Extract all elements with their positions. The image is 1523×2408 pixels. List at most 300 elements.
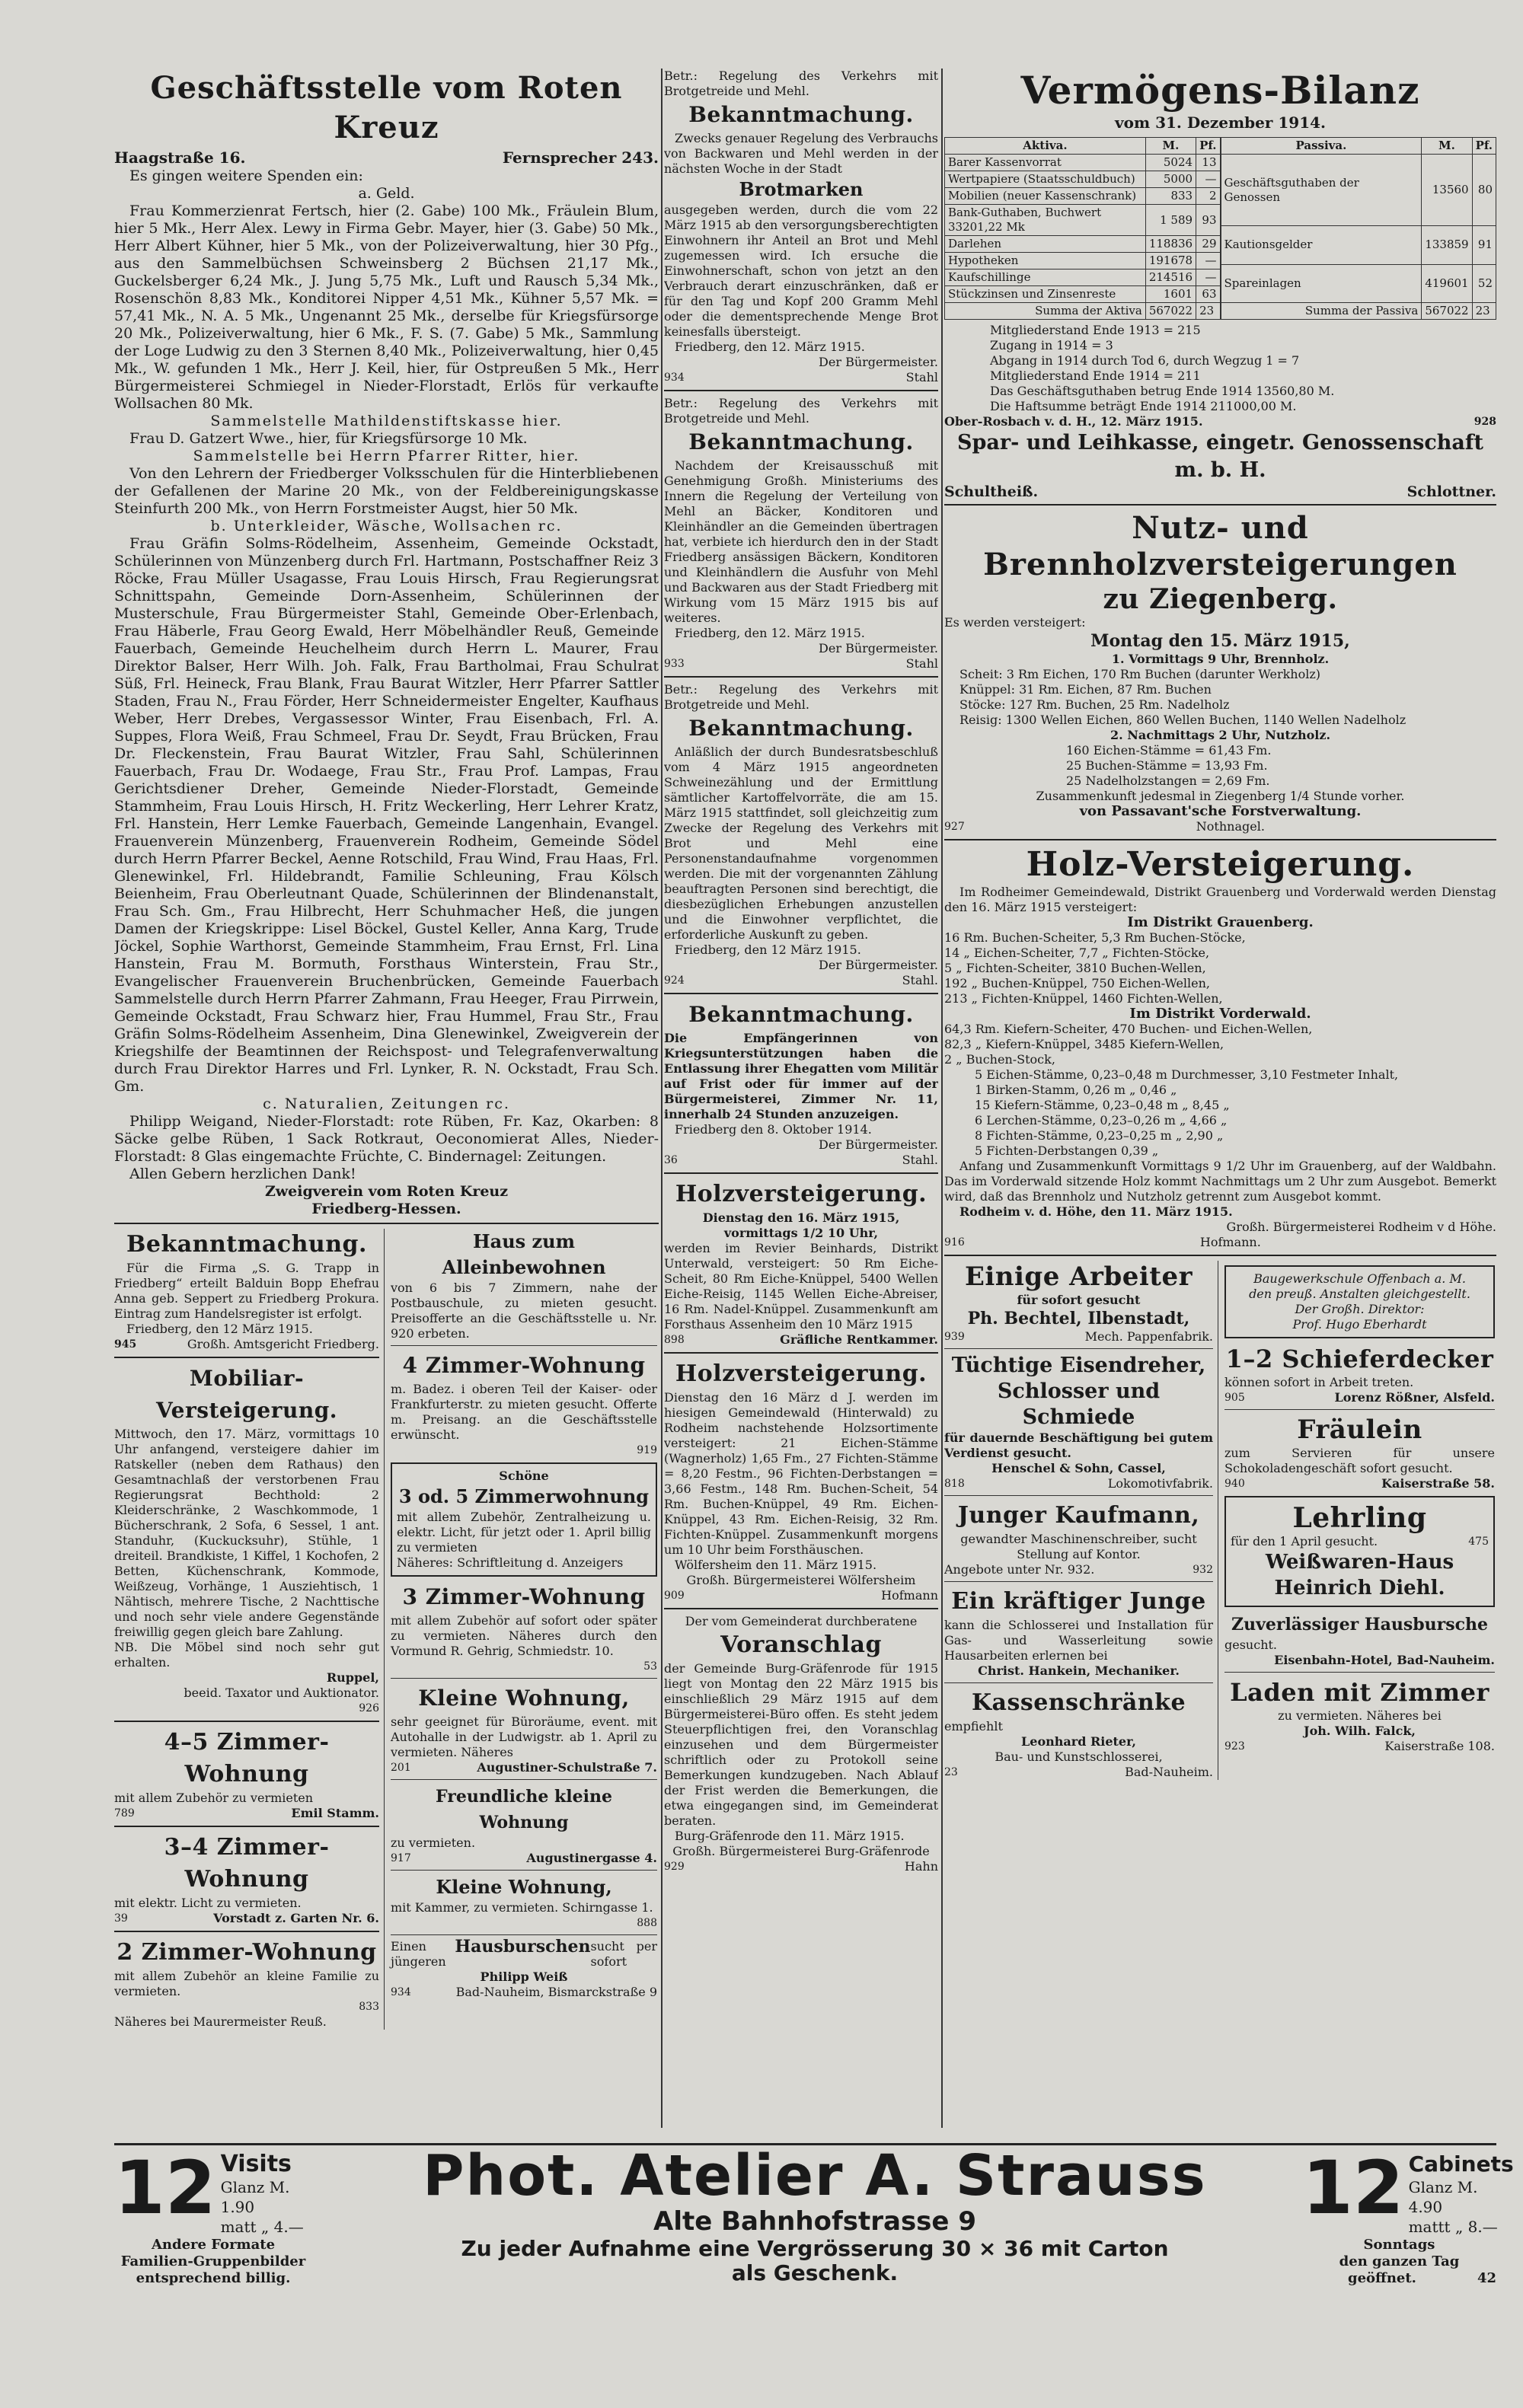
b4-date: Friedberg den 8. Oktober 1914. (675, 1122, 872, 1137)
page-number: 42 (1477, 2270, 1496, 2286)
b1-footer (664, 370, 938, 385)
b3-num: 924 (664, 974, 685, 987)
thanks: Allen Gebern herzlichen Dank! (129, 1166, 356, 1182)
nb-p2: 2. Nachmittags 2 Uhr, Nutzholz. (1110, 728, 1331, 742)
w34-num: 39 (114, 1912, 128, 1925)
bilanz-title: Vermögens-Bilanz (1020, 69, 1420, 113)
donations-pfarrer: Von den Lehrern der Friedberger Volksschulen für die Hinterbliebenen der Gefallenen der Marine 20 Mk., von der Feldbereinigungskasse Steinfurth 200 Mk., von Herrn Forstmeister Augst, hier 50 Mk. (114, 465, 659, 517)
b1-betr: Betr.: Regelung des Verkehrs mit Brotgetreide und Mehl. (664, 69, 938, 98)
hb-footer (391, 1985, 657, 2000)
mob-num: 926 (359, 1702, 379, 1714)
te-sig2: Lokomotivfabrik. (1107, 1476, 1213, 1491)
aktiva-header: Aktiva. (945, 138, 1146, 155)
va-sig1: Großh. Bürgermeisterei Burg-Gräfenrode (672, 1844, 930, 1858)
nb-row2: 25 Buchen-Stämme = 13,93 Fm. (1066, 758, 1268, 773)
red-cross-address-row (114, 148, 659, 167)
z4-title: 4 Zimmer-Wohnung (402, 1353, 646, 1378)
b4-footer (664, 1153, 938, 1168)
hv2-date: Wölfersheim den 11. März 1915. (675, 1558, 877, 1572)
spar-sig2: Schlottner. (1406, 483, 1496, 500)
aktiva-row-cell: 118836 (1145, 236, 1196, 253)
hz-title: Holz-Versteigerung. (1026, 845, 1415, 884)
ks-sig3: Bad-Nauheim. (1125, 1765, 1213, 1779)
hz-row: 8 Fichten-Stämme, 0,23–0,25 m „ 2,90 „ (975, 1128, 1224, 1143)
visits-price (114, 2145, 312, 2237)
aktiva-row-cell: 214516 (1145, 270, 1196, 286)
aktiva-row-cell: — (1196, 171, 1220, 188)
hz-row: 192 „ Buchen-Knüppel, 750 Eichen-Wellen, (944, 976, 1211, 990)
hz-rows3 (944, 1067, 1496, 1159)
b1-sub: Brotmarken (739, 178, 864, 200)
hv1-date: Dienstag den 16. März 1915, vormittags 1/2 10 Uhr, (702, 1210, 900, 1240)
sd-footer (1224, 1390, 1495, 1405)
hz-row: 213 „ Fichten-Knüppel, 1460 Fichten-Wellen, (944, 991, 1223, 1006)
hz-rows1 (944, 930, 1496, 1006)
ks-sig1: Leonhard Rieter, (1021, 1734, 1136, 1749)
aktiva-row-cell: 29 (1196, 236, 1220, 253)
signature-2: Friedberg-Hessen. (311, 1201, 461, 1217)
te-text: für dauernde Beschäftigung bei gutem Verdienst gesucht. (944, 1430, 1213, 1460)
va-sig2: Hahn (904, 1859, 938, 1874)
bilanz-tables (944, 137, 1496, 320)
passiva-row (1221, 226, 1496, 264)
nb-row: Stöcke: 127 Rm. Buchen, 25 Rm. Nadelholz (959, 697, 1230, 712)
aktiva-row-cell: — (1196, 253, 1220, 270)
ek-text: kann die Schlosserei und Installation für Gas- und Wasserleitung sowie Hausarbeiten erlernen bei (944, 1618, 1213, 1663)
hv1-num: 898 (664, 1334, 685, 1346)
cabinets-matt: mattt „ 8.— (1408, 2218, 1498, 2236)
ea-num: 939 (944, 1331, 965, 1343)
lz-num: 923 (1224, 1740, 1245, 1753)
b1-date: Friedberg, den 12. März 1915. (675, 340, 865, 354)
hb-num: 934 (391, 1986, 411, 1998)
column-bilanz (944, 69, 1496, 2132)
aktiva-row (945, 188, 1221, 205)
aktiva-row (945, 171, 1221, 188)
hz-row: 1 Birken-Stamm, 0,26 m „ 0,46 „ (975, 1083, 1177, 1097)
hv2-title: Holzversteigerung. (675, 1360, 928, 1387)
bilanz-date: vom 31. Dezember 1914. (1115, 113, 1326, 132)
bau3: Der Großh. Direktor: (1295, 1302, 1425, 1316)
aktiva-pf-header: Pf. (1196, 138, 1220, 155)
fr-sig: Kaiserstraße 58. (1381, 1476, 1495, 1491)
passiva-pf-header: Pf. (1472, 138, 1496, 155)
atelier-offer-2: als Geschenk. (731, 2260, 899, 2285)
atelier-center (320, 2145, 1310, 2285)
donations-mathilden: Frau D. Gatzert Wwe., hier, für Kriegsfürsorge 10 Mk. (129, 430, 528, 447)
sd-sig: Lorenz Rößner, Alsfeld. (1334, 1390, 1495, 1405)
passiva-row-cell: 91 (1472, 226, 1496, 264)
aktiva-row (945, 236, 1221, 253)
kl-title: Kleine Wohnung, (418, 1686, 630, 1711)
aktiva-table (944, 137, 1221, 320)
w34-title: 3–4 Zimmer-Wohnung (164, 1834, 330, 1893)
bilanz-place: Ober-Rosbach v. d. H., 12. März 1915. (944, 414, 1203, 429)
signature-1: Zweigverein vom Roten Kreuz (264, 1183, 509, 1200)
visits-label: Visits (220, 2151, 292, 2177)
column-rule (661, 69, 663, 2128)
red-cross-phone: Fernsprecher 243. (502, 148, 659, 167)
nb-rows2 (944, 743, 1496, 789)
left-2: Familien-Gruppenbilder (120, 2253, 306, 2269)
atelier-offer-1: Zu jeder Aufnahme eine Vergrösserung 30 × 36 mit Carton (461, 2236, 1169, 2261)
jk-title: Junger Kaufmann, (957, 1502, 1200, 1529)
col3-ads-right (1224, 1261, 1495, 1780)
passiva-row-cell: 80 (1472, 155, 1496, 226)
aktiva-row-cell: Hypotheken (945, 253, 1146, 270)
aktiva-row-cell: 191678 (1145, 253, 1196, 270)
hv1-text: werden im Revier Beinhards, Distrikt Unterwald, versteigert: 50 Rm Eiche-Scheit, 80 Rm Eiche-Knüppel, 5400 Wellen Eiche-Reisig, 1145 Wellen Eiche-Abreiser, 16 Rm. Nadel-Knüppel. Zusammenkunft am Forsthaus Assenheim den 10 März 1915 (664, 1241, 938, 1332)
hz-row: 5 „ Fichten-Scheiter, 3810 Buchen-Wellen, (944, 961, 1206, 975)
atelier-title: Phot. Atelier A. Strauss (423, 2143, 1207, 2209)
b3-text: Anläßlich der durch Bundesratsbeschluß vom 4 März 1915 angeordneten Schweinezählung und der Ermittlung sämtlicher Kartoffelvorräte, die am 15. März 1915 stattfindet, soll gleichzeitig zum Zwecke der Regelung des Verkehrs mit Brot und Mehl eine Personenstandaufnahme vorgenommen werden. Die mit der vorgenannten Zählung beauftragten Personen sind berechtigt, die diesbezüglichen Erhebungen anzustellen und die Einwohner verpflichtet, die erforderliche Auskunft zu geben. (664, 745, 938, 942)
spar-sig1: Schultheiß. (944, 483, 1039, 500)
nb-row: Reisig: 1300 Wellen Eichen, 860 Wellen Buchen, 1140 Wellen Nadelholz (959, 713, 1406, 727)
bau4: Prof. Hugo Eberhardt (1292, 1317, 1427, 1332)
ks-num: 23 (944, 1766, 958, 1778)
z3-num: 53 (643, 1660, 657, 1673)
lz-sig2: Kaiserstraße 108. (1384, 1739, 1495, 1753)
b2-text: Nachdem der Kreisausschuß mit Genehmigung Großh. Ministeriums des Innern die Regelung der Verteilung von Mehl an Bäcker, Konditoren und Kleinhändler an die Gemeinden übertragen hat, verbiete ich hierdurch den in der Stadt Friedberg ansässigen Bäckern, Konditoren und Kleinhändlern die Ausfuhr von Mehl und Backwaren aus der Stadt Friedberg mit Wirkung vom 15 März 1915 bis auf weiteres. (664, 458, 938, 625)
zh-title: Zuverlässiger Hausbursche (1231, 1615, 1488, 1635)
hz-row: 2 „ Buchen-Stock, (944, 1052, 1055, 1067)
nb-row: Knüppel: 31 Rm. Eichen, 87 Rm. Buchen (959, 682, 1212, 697)
kl-num: 201 (391, 1762, 411, 1774)
column-red-cross (114, 69, 659, 2132)
hz-row: 64,3 Rm. Kiefern-Scheiter, 470 Buchen- und Eichen-Wellen, (944, 1022, 1313, 1036)
mob-sig1: Ruppel, (326, 1670, 379, 1685)
cabinets-label: Cabinets (1408, 2151, 1514, 2177)
aktiva-mk-header: M. (1145, 138, 1196, 155)
col1-ads-right (391, 1229, 657, 2030)
fr-title: Fräulein (1297, 1415, 1422, 1445)
b2-betr: Betr.: Regelung des Verkehrs mit Brotgetreide und Mehl. (664, 396, 938, 426)
nb-num: 927 (944, 821, 965, 833)
b4-sig1: Der Bürgermeister. (819, 1137, 938, 1152)
bek-date: Friedberg, den 12 März 1915. (126, 1322, 313, 1336)
hb-title: Hausburschen (455, 1937, 591, 1957)
lz-text: zu vermieten. Näheres bei (1278, 1708, 1442, 1723)
w45-num: 789 (114, 1807, 135, 1820)
b2-title: Bekanntmachung. (688, 429, 914, 454)
members-2: Zugang in 1914 = 3 (990, 338, 1113, 352)
intro: Es gingen weitere Spenden ein: (129, 167, 363, 184)
col1-ads (114, 1229, 659, 2030)
sum-aktiva-label: Summa der Aktiva (945, 303, 1146, 320)
nb-p1: 1. Vormittags 9 Uhr, Brennholz. (1111, 652, 1330, 666)
b1-sig2: Stahl (905, 370, 938, 384)
b1-sig1: Der Bürgermeister. (819, 355, 938, 369)
kw-title: Kleine Wohnung, (436, 1876, 612, 1898)
hz-meet: Anfang und Zusammenkunft Vormittags 9 1/2 Uhr im Grauenberg, auf der Waldbahn. Das im Vorderwald sitzende Holz kommt Nachmittags um 2 Uhr zum Ausgebot. Bemerkt wird, daß das Brennholz und Nutzholz getrennt zum Ausgebot kommt. (944, 1159, 1496, 1204)
donations-natural: Philipp Weigand, Nieder-Florstadt: rote Rüben, Fr. Kaz, Okarben: 8 Säcke gelbe Rüben, 1 Sack Rotkraut, Oeconomierat Alles, Nieder-Florstadt: 8 Glas eingemachte Früchte, C. Bindernagel: Zeitungen. (114, 1113, 659, 1165)
va-footer (664, 1859, 938, 1874)
nb-date: Montag den 15. März 1915, (1090, 631, 1350, 651)
hv2-sig2: Hofmann (881, 1588, 938, 1603)
w45-footer (114, 1806, 379, 1821)
te-title: Tüchtige Eisendreher, Schlosser und Schmiede (951, 1354, 1206, 1429)
passiva-row (1221, 155, 1496, 226)
aktiva-row-cell: Barer Kassenvorrat (945, 155, 1146, 171)
nb-row: Scheit: 3 Rm Eichen, 170 Rm Buchen (darunter Werkholz) (959, 667, 1321, 681)
jk-text2: Angebote unter Nr. 932. (944, 1562, 1095, 1577)
passiva-row (1221, 264, 1496, 302)
le-sig1: Weißwaren-Haus (1265, 1551, 1454, 1574)
members-6: Die Haftsumme beträgt Ende 1914 211000,00 M. (990, 399, 1297, 413)
aktiva-row-cell: 1601 (1145, 286, 1196, 303)
hz-row: 14 „ Eichen-Scheiter, 7,7 „ Fichten-Stöcke, (944, 946, 1210, 960)
bilanz-footer (944, 414, 1496, 429)
le-num: 475 (1468, 1536, 1489, 1548)
b3-footer (664, 973, 938, 988)
aktiva-row-cell: 5024 (1145, 155, 1196, 171)
right-3: geöffnet. (1348, 2270, 1416, 2286)
cabinets-number: 12 (1302, 2145, 1404, 2231)
fr-text: zu vermieten. (391, 1836, 476, 1850)
red-cross-title: Geschäftsstelle vom Roten Kreuz (150, 70, 623, 145)
column-rule (941, 69, 943, 2128)
aktiva-row-cell: — (1196, 270, 1220, 286)
cabinets-details (1404, 2151, 1514, 2237)
w2-text: mit allem Zubehör an kleine Familie zu vermieten. (114, 1969, 379, 1998)
fr-num: 917 (391, 1852, 411, 1864)
aktiva-row-cell: 13 (1196, 155, 1220, 171)
aktiva-row-cell: Darlehen (945, 236, 1146, 253)
sch-main: 3 od. 5 Zimmerwohnung (398, 1485, 650, 1507)
zh-text: gesucht. (1224, 1638, 1278, 1652)
visits-glanz: Glanz M. 1.90 (220, 2178, 290, 2216)
passiva-row-cell: Kautionsgelder (1221, 226, 1422, 264)
mob-sig2: beeid. Taxator und Auktionator. (184, 1686, 379, 1700)
ks-title: Kassenschränke (971, 1689, 1186, 1716)
w34-text: mit elektr. Licht zu vermieten. (114, 1896, 302, 1910)
fr-text: zum Servieren für unsere Schokoladengeschäft sofort gesucht. (1224, 1446, 1495, 1475)
cabinets-glanz: Glanz M. 4.90 (1408, 2178, 1478, 2216)
members-1: Mitgliederstand Ende 1913 = 215 (990, 323, 1201, 337)
sd-num: 905 (1224, 1392, 1245, 1404)
sum-aktiva-pf: 23 (1196, 303, 1220, 320)
ks-footer (944, 1765, 1213, 1780)
lz-sig1: Joh. Wilh. Falck, (1304, 1724, 1416, 1738)
zh-sig: Eisenbahn-Hotel, Bad-Nauheim. (1274, 1653, 1495, 1667)
hz-date: Rodheim v. d. Höhe, den 11. März 1915. (959, 1204, 1233, 1219)
jk-num: 932 (1193, 1564, 1213, 1576)
ek-title: Ein kräftiger Junge (951, 1588, 1206, 1615)
kw-num: 888 (637, 1917, 657, 1929)
hz-row: 5 Fichten-Derbstangen 0,39 „ (975, 1143, 1159, 1158)
aktiva-row-cell: Bank-Guthaben, Buchwert 33201,22 Mk (945, 205, 1146, 236)
ea-title: Einige Arbeiter (964, 1261, 1193, 1292)
hz-row: 5 Eichen-Stämme, 0,23–0,48 m Durchmesser, 3,10 Festmeter Inhalt, (975, 1067, 1399, 1082)
ea-sig2: Mech. Pappenfabrik. (1084, 1329, 1213, 1344)
section-b: b. Unterkleider, Wäsche, Wollsachen rc. (210, 518, 563, 534)
b3-title: Bekanntmachung. (688, 716, 914, 741)
hz-num: 916 (944, 1236, 965, 1249)
z3-title: 3 Zimmer-Wohnung (402, 1584, 646, 1609)
z4-text: m. Badez. i oberen Teil der Kaiser- oder Frankfurterstr. zu mieten gesucht. Offerte m. Preisang. an die Geschäftsstelle erwünscht. (391, 1382, 657, 1442)
baugewerk-box (1224, 1265, 1495, 1338)
cabinets-price (1302, 2145, 1514, 2237)
hb-pre: Einen jüngeren (391, 1939, 446, 1969)
hv2-footer (664, 1588, 938, 1603)
hz-footer (944, 1235, 1496, 1250)
b1-text: ausgegeben werden, durch die vom 22 März 1915 ab den versorgungsberechtigten Einwohnern ihr Anteil an Brot und Mehl zugemessen wird. Ich ersuche die Einwohnerschaft, schon von jetzt an den Verbrauch derart einzuschränken, daß er für den Tag und Kopf 200 Gramm Mehl oder die dementsprechende Menge Brot keinesfalls übersteigt. (664, 203, 938, 339)
kl-text: sehr geeignet für Büroräume, event. mit Autohalle in der Ludwigstr. ab 1. April zu vermieten. Näheres (391, 1714, 657, 1759)
schoene-wohnung-box (391, 1462, 657, 1577)
aktiva-row-cell: Kaufschillinge (945, 270, 1146, 286)
kl-footer (391, 1760, 657, 1775)
left-3: entsprechend billig. (136, 2270, 291, 2286)
right-2: den ganzen Tag (1339, 2253, 1460, 2269)
haus-text: von 6 bis 7 Zimmern, nahe der Postbauschule, zu mieten gesucht. Preisofferte an die Geschäftsstelle u. Nr. 920 erbeten. (391, 1281, 657, 1341)
sd-text: können sofort in Arbeit treten. (1224, 1375, 1414, 1389)
le-row (1231, 1534, 1489, 1549)
donations-money: Frau Kommerzienrat Fertsch, hier (2. Gabe) 100 Mk., Fräulein Blum, hier 5 Mk., Herr Alex. Lewy in Firma Gebr. Mayer, hier (3. Gabe) 50 Mk., Herr Albert Kühner, hier 5 Mk., von der Polizeiverwaltung, hier 30 Pfg., aus den Sammelbüchsen Schweinsberg 2 Büchsen 21,17 Mk., Guckelsberger 6,24 Mk., J. Jung 5,75 Mk., Luft und Rausch 5,34 Mk., Rosenschön 8,83 Mk., Konditorei Nipper 4,51 Mk., Kühner 5,57 Mk. = 57,41 Mk., N. A. 5 Mk., Ungenannt 25 Mk., derselbe für Kriegsfürsorge 20 Mk., Polizeiverwaltung, hier 6 Mk., F. S. (7. Gabe) 5 Mk., Sammlung der Loge Ludwig zu den 3 Sternen 8,40 Mk., Polizeiverwaltung, hier 0,45 Mk., W. gefunden 1 Mk., Herr J. Keil, hier, für Ostpreußen 5 Mk., Herr Bürgermeisterei Schmiegel in Nieder-Florstadt, Erlös für verkaufte Wollsachen 80 Mk. (114, 203, 659, 412)
visits-details (216, 2151, 312, 2237)
passiva-mk-header: M. (1422, 138, 1472, 155)
va-pre: Der vom Gemeinderat durchberatene (685, 1614, 918, 1628)
aktiva-row-cell: 833 (1145, 188, 1196, 205)
members (944, 323, 1496, 414)
aktiva-row (945, 270, 1221, 286)
hz-row: 16 Rm. Buchen-Scheiter, 5,3 Rm Buchen-Stöcke, (944, 930, 1246, 945)
photo-atelier-banner (114, 2143, 1514, 2286)
jk-footer (944, 1562, 1213, 1577)
nb-meet: Zusammenkunft jedesmal in Ziegenberg 1/4 Stunde vorher. (1036, 789, 1405, 803)
te-sig1: Henschel & Sohn, Cassel, (991, 1461, 1166, 1475)
w34-sig: Vorstadt z. Garten Nr. 6. (213, 1911, 379, 1925)
sum-passiva-label: Summa der Passiva (1221, 303, 1422, 320)
nb-sub: zu Ziegenberg. (1103, 583, 1338, 615)
members-3: Abgang in 1914 durch Tod 6, durch Wegzug 1 = 7 (990, 353, 1300, 368)
sch-title: Schöne (499, 1469, 549, 1483)
ks-sig2: Bau- und Kunstschlosserei, (995, 1749, 1163, 1764)
ks-text: empfiehlt (944, 1719, 1003, 1733)
ea-footer (944, 1329, 1213, 1344)
sum-passiva-pf: 23 (1472, 303, 1496, 320)
va-num: 929 (664, 1861, 685, 1873)
haus-title: Haus zum Alleinbewohnen (442, 1230, 606, 1278)
b2-sig1: Der Bürgermeister. (819, 641, 938, 655)
b3-betr: Betr.: Regelung des Verkehrs mit Brotgetreide und Mehl. (664, 682, 938, 712)
fr-footer (391, 1851, 657, 1866)
members-5: Das Geschäftsguthaben betrug Ende 1914 13560,80 M. (990, 384, 1335, 398)
hz-rows2 (944, 1022, 1496, 1067)
passiva-row-cell: Geschäftsguthaben der Genossen (1221, 155, 1422, 226)
bau2: den preuß. Anstalten gleichgestellt. (1249, 1287, 1470, 1301)
hb-addr: Bad-Nauheim, Bismarckstraße 9 (455, 1985, 657, 1999)
b3-sig1: Der Bürgermeister. (819, 958, 938, 972)
hb-post: sucht per sofort (590, 1939, 657, 1969)
hz-sig1: Großh. Bürgermeisterei Rodheim v d Höhe. (1226, 1220, 1496, 1234)
hz-d1: Im Distrikt Grauenberg. (1127, 914, 1314, 930)
bek-sig: Großh. Amtsgericht Friedberg. (187, 1337, 379, 1351)
ek-sig: Christ. Hankein, Mechaniker. (978, 1663, 1180, 1678)
jk-text: gewandter Maschinenschreiber, sucht Stellung auf Kontor. (960, 1532, 1197, 1561)
b1-num: 934 (664, 372, 685, 384)
le-sig2: Heinrich Diehl. (1274, 1577, 1445, 1599)
va-date: Burg-Gräfenrode den 11. März 1915. (675, 1829, 905, 1843)
section-a: a. Geld. (358, 185, 415, 202)
aktiva-row-cell: 5000 (1145, 171, 1196, 188)
aktiva-row (945, 155, 1221, 171)
sum-passiva: 567022 (1422, 303, 1472, 320)
atelier-address: Alte Bahnhofstrasse 9 (653, 2206, 976, 2237)
nb-row2: 25 Nadelholzstangen = 2,69 Fm. (1066, 773, 1270, 788)
hb-sig: Philipp Weiß (480, 1969, 568, 1984)
col1-ads-left (114, 1229, 385, 2030)
sum-aktiva: 567022 (1145, 303, 1196, 320)
nb-intro: Es werden versteigert: (944, 615, 1086, 630)
mob-title: Mobiliar-Versteigerung. (155, 1366, 338, 1423)
fr-num: 940 (1224, 1478, 1245, 1490)
column-notices (664, 69, 938, 2132)
members-4: Mitgliederstand Ende 1914 = 211 (990, 368, 1201, 383)
hz-text: Im Rodheimer Gemeindewald, Distrikt Grauenberg und Vorderwald werden Dienstag den 16. März 1915 versteigert: (944, 885, 1496, 914)
cabinets-block (1302, 2145, 1514, 2287)
hv1-title: Holzversteigerung. (675, 1181, 928, 1207)
hv2-sig1: Großh. Bürgermeisterei Wölfersheim (686, 1573, 916, 1587)
visits-matt: matt „ 4.— (220, 2218, 304, 2236)
w45-sig: Emil Stamm. (291, 1806, 379, 1820)
hz-d2: Im Distrikt Vorderwald. (1129, 1006, 1311, 1022)
passiva-table (1221, 137, 1497, 320)
bilanz-num: 928 (1474, 416, 1496, 428)
va-title: Voranschlag (720, 1631, 882, 1658)
section-c: c. Naturalien, Zeitungen rc. (263, 1096, 510, 1112)
hz-row: 15 Kiefern-Stämme, 0,23–0,48 m „ 8,45 „ (975, 1098, 1230, 1112)
bek-num: 945 (114, 1338, 137, 1351)
ea-sig: Ph. Bechtel, Ilbenstadt, (967, 1309, 1190, 1328)
aktiva-row-cell: Wertpapiere (Staatsschuldbuch) (945, 171, 1146, 188)
aktiva-row (945, 205, 1221, 236)
bek-footer (114, 1337, 379, 1352)
aktiva-row (945, 286, 1221, 303)
b2-sig2: Stahl (905, 656, 938, 671)
fr-footer (1224, 1476, 1495, 1491)
mob-text: Mittwoch, den 17. März, vormittags 10 Uhr anfangend, versteigere dahier im Ratskeller (neben dem Rathaus) den Gesamtnachlaß der verstorbenen Frau Regierungsrat Bechthold: 2 Kleiderschränke, 2 Waschkommode, 1 Bücherschrank, 2 Sofa, 6 Sessel, 1 ant. Standuhr, (Kuckucksuhr), Stühle, 1 dreiteil. Brandkiste, 1 Kiffel, 1 Kochofen, 2 Betten, Küchenschrank, Kommode, Weißzeug, Vorhänge, 1 Ausziehtisch, 1 Nähtisch, mehrere Tische, 2 Nachttische und noch sehr viele andere Gegenstände freiwillig gegen gleich bare Zahlung. (114, 1427, 379, 1639)
donations-clothing: Frau Gräfin Solms-Rödelheim, Assenheim, Gemeinde Ockstadt, Schülerinnen von Münzenberg durch Frl. Hartmann, Postschaffner Reiz 3 Röcke, Frau Müller Usagasse, Frau Louis Hirsch, Frau Regierungsrat Schnittspahn, Gemeinde Dorn-Assenheim, Schülerinnen der Musterschule, Frau Bürgermeister Stahl, Gemeinde Ober-Erlenbach, Frau Häberle, Frau Georg Ewald, Herr Möbelhändler Reuß, Gemeinde Fauerbach, Gemeinde Heuchelheim durch Herrn L. Maurer, Frau Direktor Balser, Herr Wilh. Joh. Falk, Frau Bartholmai, Frau Schulrat Süß, Frl. Heineck, Frau Blank, Frau Baurat Witzler, Herr Pfarrer Sattler Staden, Frau N., Frau Förder, Herr Schneidermeister Engelter, Kaufhaus Weber, Herr Drebes, Vergassessor Winter, Frau Eisenbach, Frl. A. Suppes, Flora Weiß, Frau Schmeel, Frau Dr. Seydt, Frau Brücken, Frau Dr. Fleckenstein, Frau Baurat Witzler, Frau Sahl, Schülerinnen Fauerbach, Frau Dr. Wodaege, Frau Str., Frau Prof. Lampas, Frau Gerichtsdiener Dreher, Gemeinde Nieder-Florstadt, Gemeinde Stammheim, Frau Louis Hirsch, H. Fritz Weckerling, Herr Lehrer Kratz, Frl. Hanstein, Herr Lemke Fauerbach, Gemeinde Langenhain, Evangel. Frauenverein Münzenberg, Frauenverein Rodheim, Gemeinde Södel durch Herrn Pfarrer Beckel, Aenne Rotschild, Frau Wind, Frau Haas, Frl. Glenewinkel, Frl. Hildebrandt, Familie Schleuning, Frau Kölsch Beienheim, Frau Oberleutnant Quade, Schülerinnen der Blindenanstalt, Frau Sch. Gm., Frau Hilbrecht, Herr Schuhmacher Heß, die jungen Damen der Kriegskrippe: Lisel Böckel, Gustel Keller, Anna Karg, Trude Jöckel, Sophie Warthorst, Gemeinde Stammheim, Frau Ernst, Frl. Lina Hanstein, Frau M. Bormuth, Forsthaus Winterstein, Frau Str., Evangelischer Frauenverein Bruchenbrücken, Gemeinde Fauerbach Sammelstelle durch Herrn Pfarrer Zahmann, Frau Heeger, Frau Pirrwein, Gemeinde Ockstadt, Frau Schwarz hier, Frau Hummel, Frau Str., Frau Gräfin Solms-Rödelheim Assenheim, Dina Glenewinkel, Zweigverein der Kriegshilfe der Beamtinnen der Reichspost- und Telegrafenverwaltung durch Frau Direktor Harres und Frl. Lynker, R. N. Ockstadt, Frau Sch. Gm. (114, 535, 659, 1095)
fr-title: Freundliche kleine Wohnung (436, 1787, 612, 1832)
mob-nb: NB. Die Möbel sind noch sehr gut erhalten. (114, 1640, 379, 1670)
hv1-footer (664, 1332, 938, 1348)
aktiva-row-cell: 2 (1196, 188, 1220, 205)
right-1: Sonntags (1363, 2237, 1435, 2253)
bek-text: Für die Firma „S. G. Trapp in Friedberg“ erteilt Balduin Bopp Ehefrau Anna geb. Seppert zu Friedberg Prokura. Eintrag zum Handelsregister ist erfolgt. (114, 1261, 379, 1321)
section-pfarrer: Sammelstelle bei Herrn Pfarrer Ritter, hier. (193, 448, 580, 464)
b4-text: Die Empfängerinnen von Kriegsunterstützungen haben die Entlassung ihrer Ehegatten vom Militär auf Frist oder für immer auf der Bürgermeisterei, Zimmer Nr. 11, innerhalb 24 Stunden anzuzeigen. (664, 1031, 938, 1121)
bau1: Baugewerkschule Offenbach a. M. (1253, 1271, 1466, 1286)
aktiva-row-cell: Mobilien (neuer Kassenschrank) (945, 188, 1146, 205)
nb-rows (944, 667, 1496, 728)
aktiva-row-cell: 1 589 (1145, 205, 1196, 236)
lehrling-box (1224, 1496, 1495, 1607)
passiva-header: Passiva. (1221, 138, 1422, 155)
col3-ads-left (944, 1261, 1218, 1780)
z3-text: mit allem Zubehör auf sofort oder später zu vermieten. Näheres durch den Vormund R. Gehrig, Schmiedstr. 10. (391, 1613, 657, 1658)
b3-sig2: Stahl. (902, 973, 938, 987)
nb-row2: 160 Eichen-Stämme = 61,43 Fm. (1066, 743, 1272, 757)
b4-num: 36 (664, 1154, 678, 1166)
red-cross-address: Haagstraße 16. (114, 148, 246, 167)
section-mathilden: Sammelstelle Mathildenstiftskasse hier. (210, 413, 563, 429)
b4-title: Bekanntmachung. (688, 1002, 914, 1027)
le-title: Lehrling (1292, 1502, 1427, 1534)
fr-sig: Augustinergasse 4. (526, 1851, 657, 1865)
ea-sub: für sofort gesucht (1017, 1293, 1141, 1307)
hz-row: 82,3 „ Kiefern-Knüppel, 3485 Kiefern-Wellen, (944, 1037, 1224, 1051)
va-text: der Gemeinde Burg-Gräfenrode für 1915 liegt von Montag den 22 März 1915 bis einschließlich 29 März 1915 auf dem Bürgermeisterei-Büro offen. Es steht jedem Steuerpflichtigen frei, den Voranschlag einzusehen und dem Bürgermeister schriftlich oder zu Protokoll seine Bemerkungen kundzugeben. Nach Ablauf der Frist werden die Bemerkungen, die etwa eingegangen sind, im Gemeinderat beraten. (664, 1661, 938, 1828)
